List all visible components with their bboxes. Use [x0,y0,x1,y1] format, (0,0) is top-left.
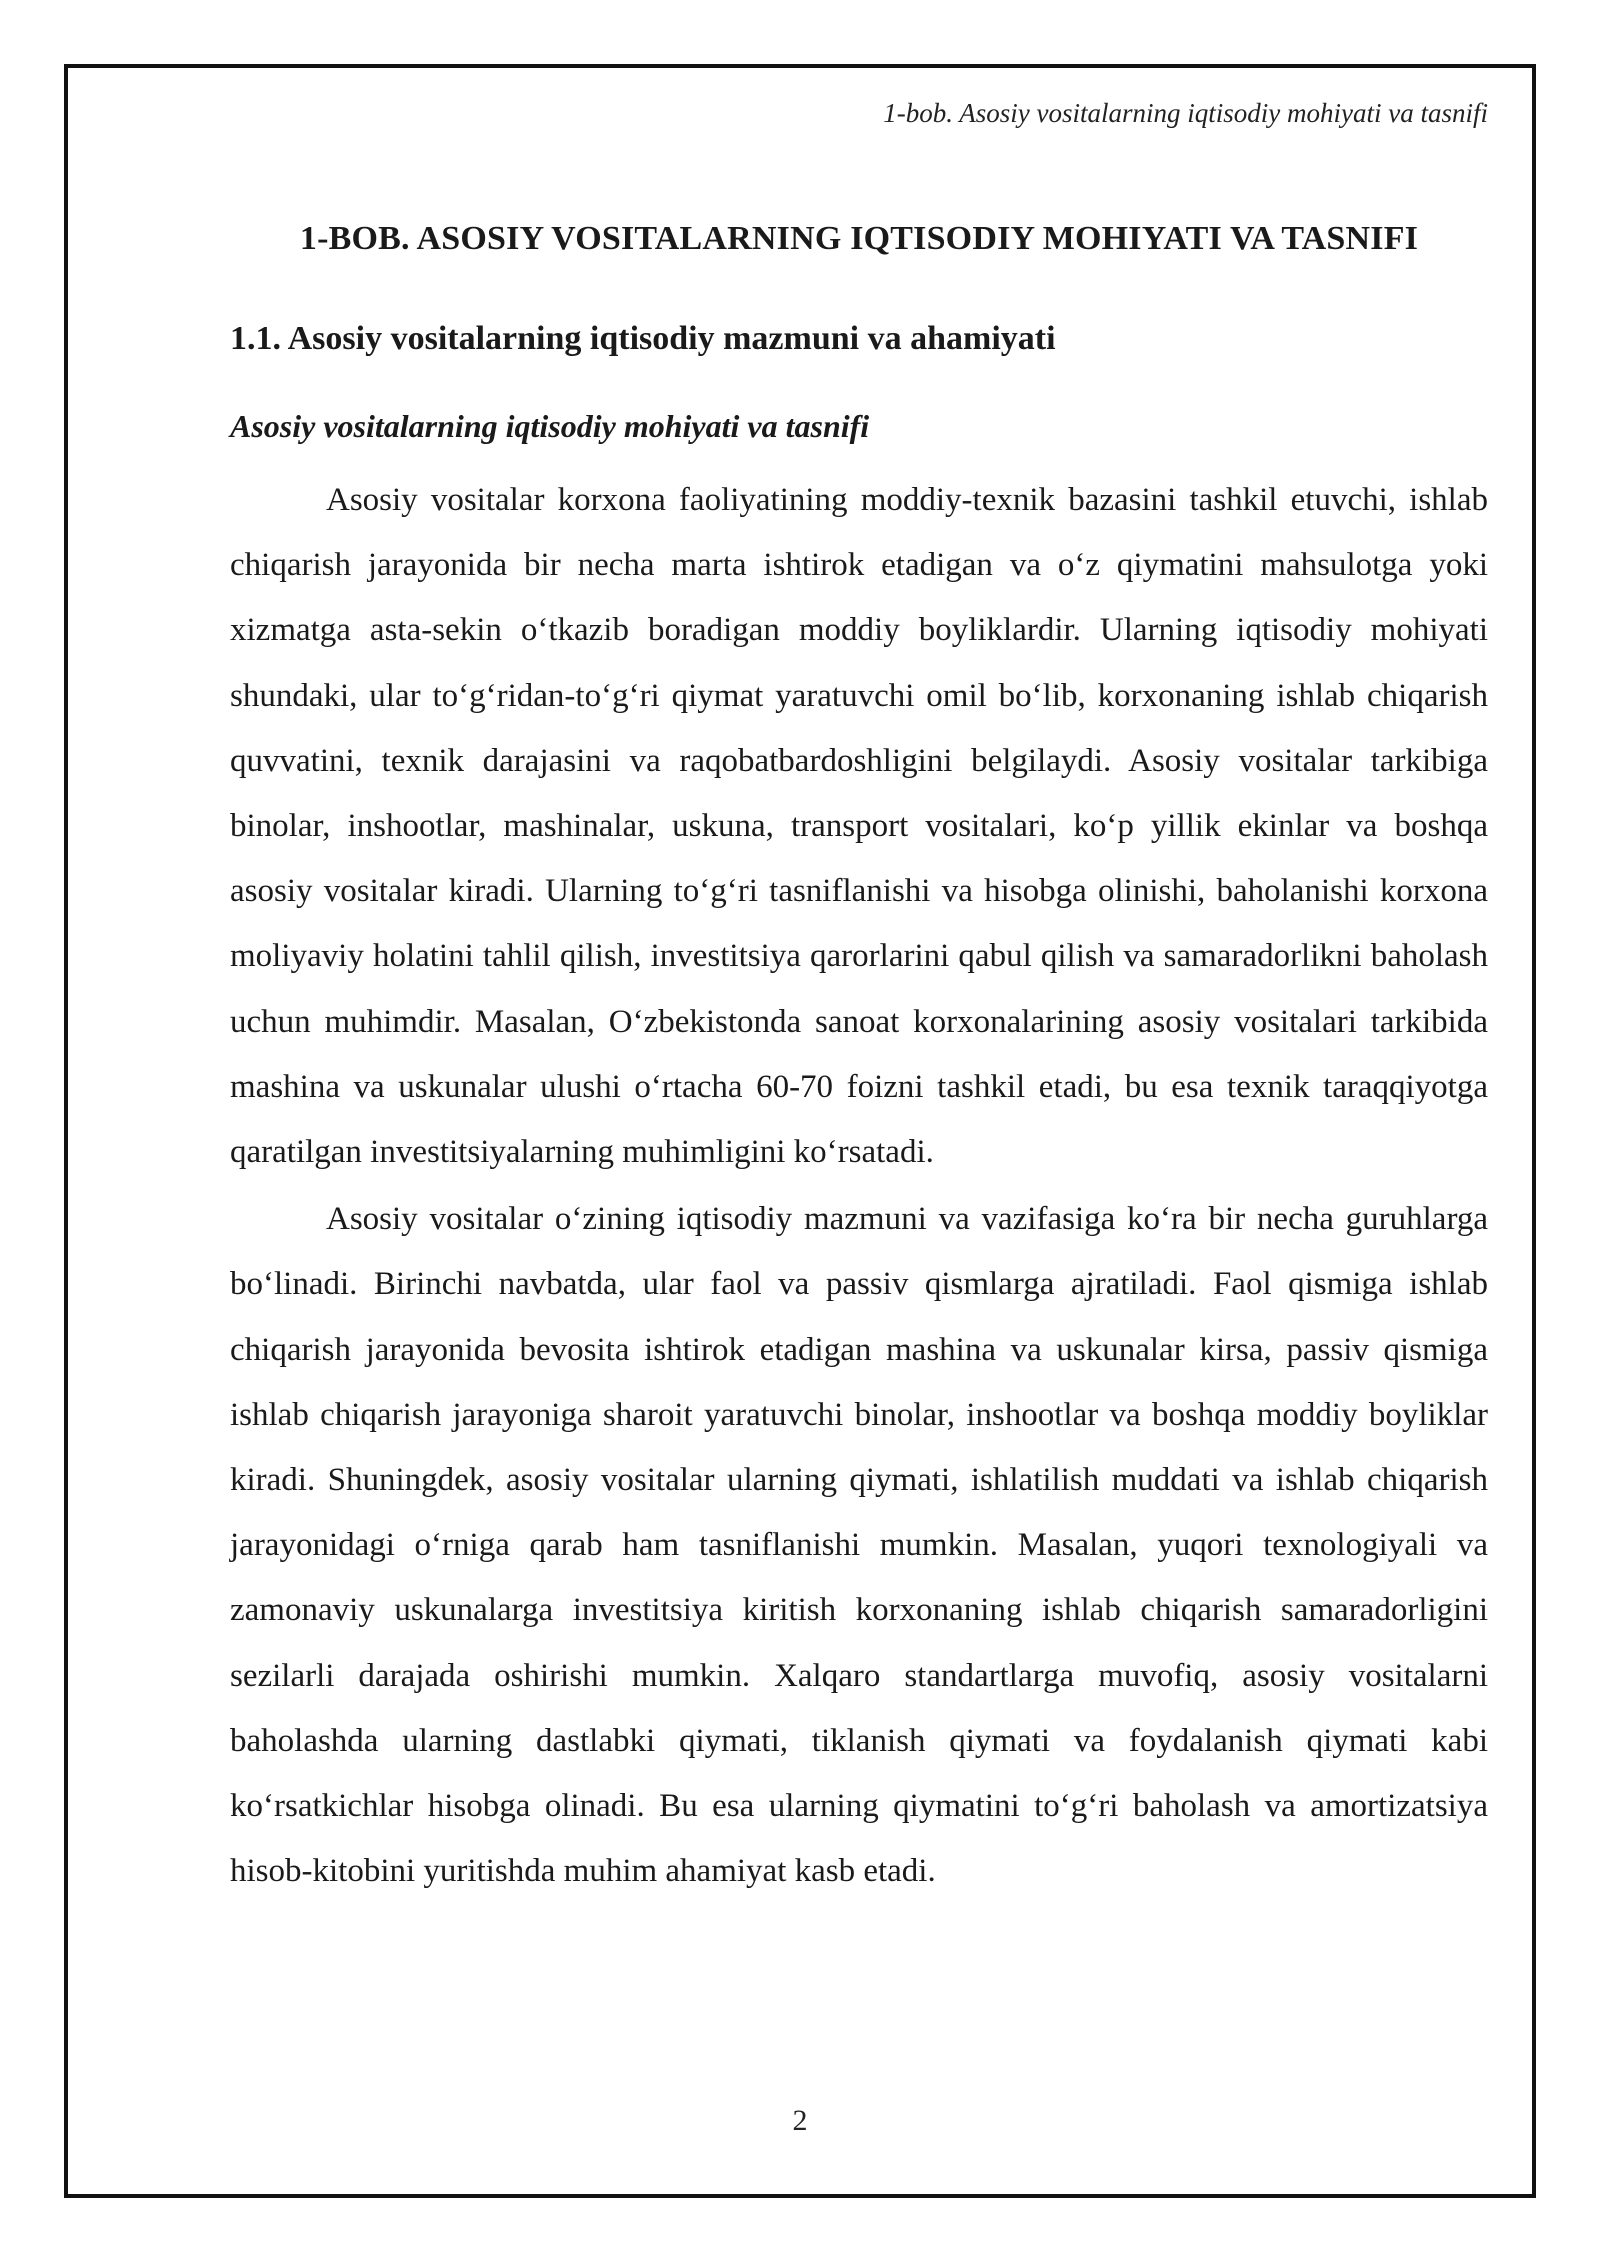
body-paragraph: Asosiy vositalar o‘zining iqtisodiy mazmuni va vazifasiga ko‘ra bir necha guruhlarga bo‘linadi. Birinchi navbatda, ular faol va passiv qismlarga ajratiladi. Faol qismiga ishlab chiqarish jarayonida bevosita ishtirok etadigan mashina va uskunalar kirsa, passiv qismiga ishlab chiqarish jarayoniga sharoit yaratuvchi binolar, inshootlar va boshqa moddiy boyliklar kiradi. Shuningdek, asosiy vositalar ularning qiymati, ishlatilish muddati va ishlab chiqarish jarayonidagi o‘rniga qarab ham tasniflanishi mumkin. Masalan, yuqori texnologiyali va zamonaviy uskunalarga investitsiya kiritish korxonaning ishlab chiqarish samaradorligini sezilarli darajada oshirishi mumkin. Xalqaro standartlarga muvofiq, asosiy vositalarni baholashda ularning dastlabki qiymati, tiklanish qiymati va foydalanish qiymati kabi ko‘rsatkichlar hisobga olinadi. Bu esa ularning qiymatini to‘g‘ri baholash va amortizatsiya hisob-kitobini yuritishda muhim ahamiyat kasb etadi. [230,1201,1488,1890]
section-title: 1.1. Asosiy vositalarning iqtisodiy mazmuni va ahamiyati [230,320,1056,357]
document-body [230,214,1488,1904]
body-paragraph: Asosiy vositalar korxona faoliyatining moddiy-texnik bazasini tashkil etuvchi, ishlab chiqarish jarayonida bir necha marta ishtirok etadigan va o‘z qiymatini mahsulotga yoki xizmatga asta-sekin o‘tkazib boradigan moddiy boyliklardir. Ularning iqtisodiy mohiyati shundaki, ular to‘g‘ridan-to‘g‘ri qiymat yaratuvchi omil bo‘lib, korxonaning ishlab chiqarish quvvatini, texnik darajasini va raqobatbardoshligini belgilaydi. Asosiy vositalar tarkibiga binolar, inshootlar, mashinalar, uskuna, transport vositalari, ko‘p yillik ekinlar va boshqa asosiy vositalar kiradi. Ularning to‘g‘ri tasniflanishi va hisobga olinishi, baholanishi korxona moliyaviy holatini tahlil qilish, investitsiya qarorlarini qabul qilish va samaradorlikni baholash uchun muhimdir. Masalan, O‘zbekistonda sanoat korxonalarining asosiy vositalari tarkibida mashina va uskunalar ulushi o‘rtacha 60-70 foizni tashkil etadi, bu esa texnik taraqqiyotga qaratilgan investitsiyalarning muhimligini ko‘rsatadi. [230,482,1488,1171]
subsection-title: Asosiy vositalarning iqtisodiy mohiyati va tasnifi [230,408,870,444]
running-header: 1-bob. Asosiy vositalarning iqtisodiy mohiyati va tasnifi [883,98,1488,128]
page-number: 2 [792,2104,808,2137]
chapter-title: 1-BOB. ASOSIY VOSITALARNING IQTISODIY MOHIYATI VA TASNIFI [299,220,1419,257]
